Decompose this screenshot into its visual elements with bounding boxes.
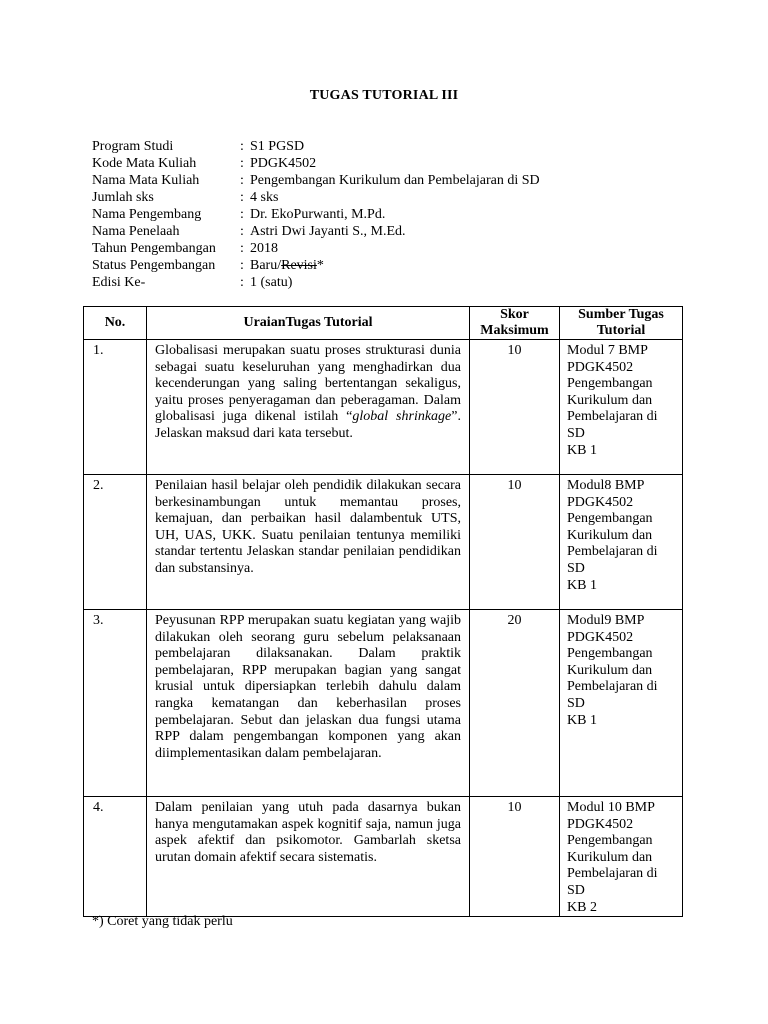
source-line: PDGK4502: [567, 629, 634, 645]
meta-row-jumlah-sks: [92, 189, 540, 206]
meta-row-tahun-pengembangan: [92, 240, 540, 257]
table-header-row: [84, 307, 683, 340]
source-line: Pembelajaran di: [567, 544, 658, 560]
meta-colon: :: [240, 207, 244, 222]
meta-row-nama-mata-kuliah: [92, 172, 540, 189]
source-line: Kurikulum dan: [567, 527, 653, 543]
task-source: [560, 610, 683, 797]
meta-colon: :: [240, 224, 244, 239]
source-line: Kurikulum dan: [567, 392, 653, 408]
header-no: No.: [84, 307, 147, 340]
row-number: 2.: [84, 475, 147, 610]
task-source: [560, 475, 683, 610]
task-description: Peyusunan RPP merupakan suatu kegiatan yang wajib dilakukan oleh seorang guru sebelum pelaksanaan pembelajaran dilaksanakan. Dalam praktik pembelajaran, RPP merupakan bagian yang sangat krusial untuk dipersiapkan terlebih dahulu dalam rangka kematangan dan keberhasilan proses pembelajaran. Sebut dan jelaskan dua fungsi utama RPP dalam pengembangan komponen yang akan diimplementasikan dalam pembelajaran.: [147, 610, 470, 797]
meta-colon: :: [240, 275, 244, 290]
meta-colon: :: [240, 190, 244, 205]
max-score: 10: [470, 340, 560, 475]
max-score: 10: [470, 475, 560, 610]
footnote: *) Coret yang tidak perlu: [92, 914, 233, 929]
source-line: Pembelajaran di: [567, 866, 658, 882]
task-text: ”. Jelaskan maksud dari kata tersebut.: [155, 409, 461, 441]
table-row: [84, 475, 683, 610]
table-row: [84, 340, 683, 475]
meta-row-nama-pengembang: [92, 206, 540, 223]
table-row: [84, 610, 683, 797]
meta-label: Jumlah sks: [92, 190, 154, 205]
source-line: Pengembangan: [567, 646, 653, 662]
source-line: Kurikulum dan: [567, 849, 653, 865]
meta-colon: :: [240, 241, 244, 256]
meta-value: Astri Dwi Jayanti S., M.Ed.: [250, 224, 406, 239]
header-sumber: Sumber Tugas Tutorial: [560, 307, 683, 340]
max-score: 10: [470, 797, 560, 917]
status-baru: Baru/: [250, 258, 282, 273]
task-description: Dalam penilaian yang utuh pada dasarnya bukan hanya mengutamakan aspek kognitif saja, namun juga aspek afektif dan psikomotor. Gambarlah sketsa urutan domain afektif secara sistematis.: [147, 797, 470, 917]
task-text: Globalisasi merupakan suatu proses strukturasi dunia sebagai suatu keseluruhan yang menghadirkan dua kecenderungan yang saling bertentangan sekaligus, yaitu proses penyeragaman dan peberagaman. Dalam globalisasi juga dikenal istilah “: [155, 343, 461, 425]
source-line: Kurikulum dan: [567, 662, 653, 678]
meta-value: Pengembangan Kurikulum dan Pembelajaran di SD: [250, 173, 540, 188]
source-line: Pembelajaran di: [567, 409, 658, 425]
meta-value: PDGK4502: [250, 156, 317, 171]
meta-colon: :: [240, 156, 244, 171]
meta-label: Kode Mata Kuliah: [92, 156, 197, 171]
meta-row-status-pengembangan: [92, 257, 540, 274]
meta-value: 1 (satu): [250, 275, 293, 290]
source-line: Pengembangan: [567, 511, 653, 527]
row-number: 4.: [84, 797, 147, 917]
source-line: Modul 7 BMP: [567, 343, 648, 358]
meta-label: Nama Pengembang: [92, 207, 202, 222]
meta-value: [250, 257, 324, 274]
task-description: Penilaian hasil belajar oleh pendidik dilakukan secara berkesinambungan untuk memantau proses, kemajuan, dan perbaikan hasil dalambentuk UTS, UH, UAS, UKK. Suatu penilaian tentunya memiliki standar tertentu Jelaskan standar penilaian pendidikan dan substansinya.: [147, 475, 470, 610]
meta-label: Nama Mata Kuliah: [92, 173, 200, 188]
status-revisi-struck: Revisi: [281, 258, 317, 273]
source-line: Pengembangan: [567, 833, 653, 849]
table-row: [84, 797, 683, 917]
status-footnote-mark: *: [316, 258, 324, 273]
source-line: PDGK4502: [567, 359, 634, 375]
meta-row-program-studi: [92, 138, 540, 155]
max-score: 20: [470, 610, 560, 797]
header-uraian: UraianTugas Tutorial: [147, 307, 470, 340]
header-skor: Skor Maksimum: [470, 307, 560, 340]
source-line: KB 1: [567, 442, 597, 458]
source-line: PDGK4502: [567, 816, 634, 832]
meta-colon: :: [240, 258, 244, 273]
source-line: SD: [567, 695, 585, 711]
row-number: 3.: [84, 610, 147, 797]
source-line: KB 1: [567, 712, 597, 728]
document-title: TUGAS TUTORIAL III: [309, 88, 459, 103]
task-description: [147, 340, 470, 475]
meta-value: 4 sks: [250, 190, 279, 205]
source-line: PDGK4502: [567, 494, 634, 510]
source-line: KB 1: [567, 577, 597, 593]
meta-row-kode-mata-kuliah: [92, 155, 540, 172]
task-table: [83, 306, 683, 917]
source-line: Pembelajaran di: [567, 679, 658, 695]
meta-label: Program Studi: [92, 139, 174, 154]
meta-colon: :: [240, 139, 244, 154]
task-italic-term: global shrinkage: [352, 409, 452, 425]
task-source: [560, 340, 683, 475]
source-line: Modul 10 BMP: [567, 800, 655, 815]
meta-label: Nama Penelaah: [92, 224, 180, 239]
meta-value: Dr. EkoPurwanti, M.Pd.: [250, 207, 386, 222]
course-info: [92, 138, 540, 291]
meta-label: Status Pengembangan: [92, 258, 216, 273]
meta-row-edisi: [92, 274, 540, 291]
meta-label: Tahun Pengembangan: [92, 241, 216, 256]
meta-value: S1 PGSD: [250, 139, 305, 154]
meta-value: 2018: [250, 241, 278, 256]
source-line: SD: [567, 425, 585, 441]
row-number: 1.: [84, 340, 147, 475]
source-line: Pengembangan: [567, 376, 653, 392]
source-line: KB 2: [567, 899, 597, 915]
task-source: [560, 797, 683, 917]
source-line: Modul8 BMP: [567, 478, 645, 493]
meta-label: Edisi Ke-: [92, 275, 146, 290]
meta-row-nama-penelaah: [92, 223, 540, 240]
source-line: SD: [567, 882, 585, 898]
source-line: SD: [567, 560, 585, 576]
meta-colon: :: [240, 173, 244, 188]
source-line: Modul9 BMP: [567, 613, 645, 628]
